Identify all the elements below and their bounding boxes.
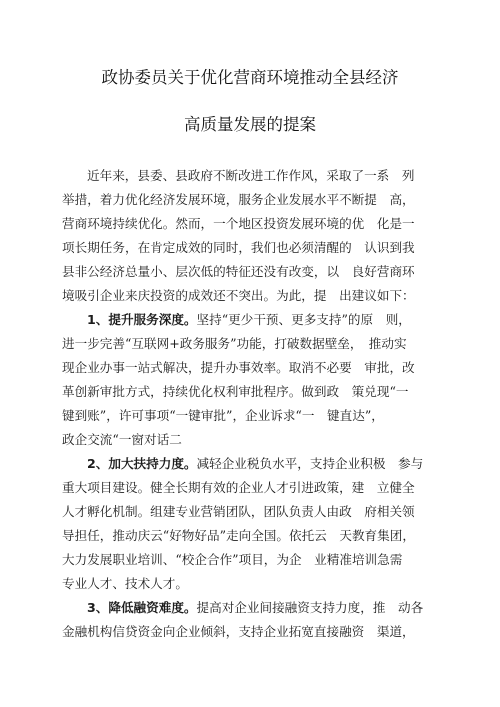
section-3-first-line-text: 提高对企业间接融资支持力度，推 动各: [196, 600, 424, 615]
intro-line: 近年来，县委、县政府不断改进工作作风，采取了一系 列: [87, 168, 415, 183]
section-2-line: 人才孵化机制。组建专业营销团队，团队负责人由政 府相关领: [62, 504, 415, 519]
section-2-first-line: [87, 456, 423, 472]
intro-line: 县非公经济总量小、层次低的特征还没有改变，以 良好营商环: [62, 264, 415, 279]
section-1-line: 现企业办事一站式解决，提升办事效率。取消不必要 审批，改: [62, 360, 415, 375]
section-2-line: 导担任，推动庆云“好物好品”走向全国。依托云 天教育集团，: [62, 528, 415, 543]
section-1-line: 键到账”，许可事项“一键审批”，企业诉求“一 键直达”，: [62, 408, 384, 423]
intro-line: 境吸引企业来庆投资的成效还不突出。为此，提 出建议如下：: [62, 288, 415, 303]
document-title-line-2: 高质量发展的提案: [184, 115, 316, 134]
intro-line: 举措，着力优化经济发展环境，服务企业发展水平不断提 高，: [62, 192, 415, 207]
section-1-line: 进一步完善“互联网+政务服务”功能，打破数据壁垒， 推动实: [62, 336, 407, 351]
intro-line: 项长期任务，在肯定成效的同时，我们也必须清醒的 认识到我: [62, 240, 415, 255]
section-3-heading: 3、降低融资难度。: [87, 600, 197, 615]
section-3-line: 金融机构信贷资金向企业倾斜，支持企业拓宽直接融资 渠道，: [62, 624, 415, 639]
section-2-line: 专业人才、技术人才。: [62, 576, 188, 591]
document-title-line-1: 政协委员关于优化营商环境推动全县经济: [101, 68, 399, 87]
section-2-line: 大力发展职业培训、“校企合作”项目，为企 业精准培训急需: [62, 552, 403, 567]
section-2-line: 重大项目建设。健全长期有效的企业人才引进政策，建 立健全: [62, 480, 415, 495]
section-2-first-line-text: 减轻企业税负水平，支持企业积极 参与: [196, 456, 424, 471]
section-1-first-line: [87, 312, 411, 328]
section-3-first-line: [87, 600, 423, 616]
section-1-first-line-text: 坚持“更少干预、更多支持”的原 则，: [196, 312, 411, 327]
section-2-heading: 2、加大扶持力度。: [87, 456, 197, 471]
intro-line: 营商环境持续优化。然而，一个地区投资发展环境的优 化是一: [62, 216, 415, 231]
section-1-line: 政企交流“一窗对话二: [62, 432, 182, 447]
section-1-heading: 1、提升服务深度。: [87, 312, 197, 327]
section-1-line: 革创新审批方式，持续优化权利审批程序。做到政 策兑现“一: [62, 384, 409, 399]
